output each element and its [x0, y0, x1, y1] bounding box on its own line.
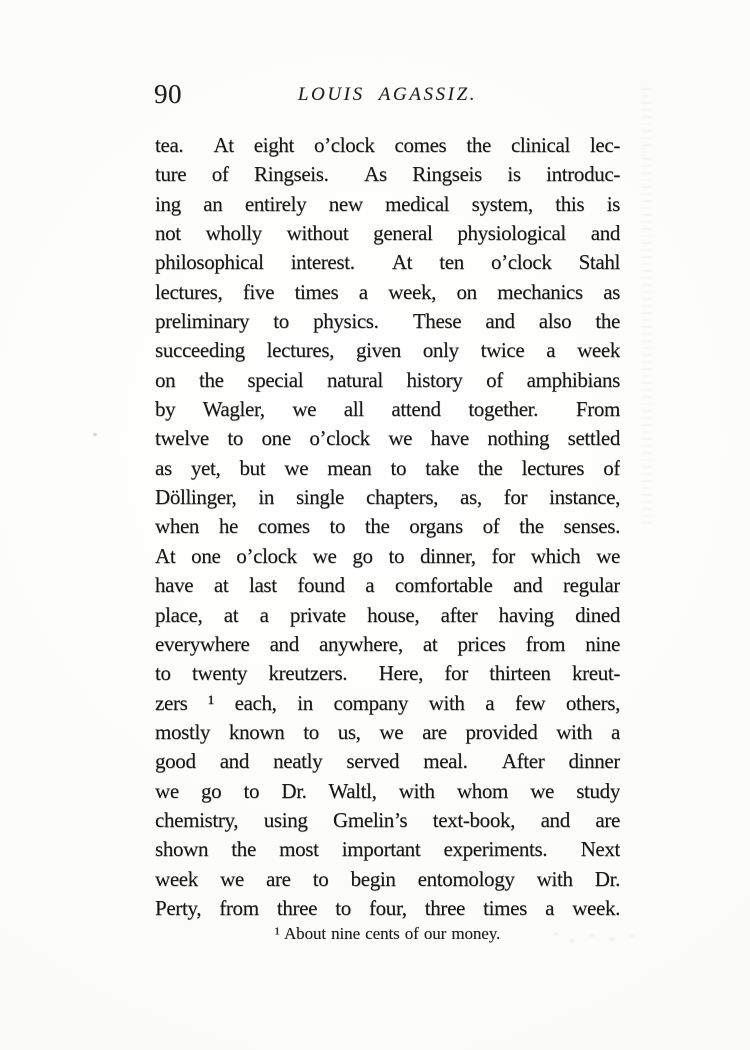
- text-line: succeeding lectures, given only twice a week: [155, 338, 620, 363]
- text-line: zers ¹ each, in company with a few others,: [155, 690, 620, 715]
- text-line: At one o’clock we go to dinner, for which we: [155, 543, 620, 568]
- page-number: 90: [154, 79, 182, 109]
- text-line: Döllinger, in single chapters, as, for instance,: [155, 485, 620, 510]
- scan-speck-artifact: [93, 433, 97, 436]
- text-line: Perty, from three to four, three times a week.: [155, 895, 620, 920]
- ghost-bleedthrough-artifact: [546, 925, 646, 951]
- body-text-block: [155, 131, 620, 923]
- footnote: ¹ About nine cents of our money.: [274, 924, 501, 943]
- text-line: not wholly without general physiological and: [155, 221, 620, 246]
- text-line: by Wagler, we all attend together. From: [155, 397, 620, 422]
- text-line: we go to Dr. Waltl, with whom we study: [155, 778, 620, 803]
- running-head: LOUIS AGASSIZ.: [297, 84, 478, 105]
- text-line: as yet, but we mean to take the lectures of: [155, 455, 620, 480]
- text-line: ture of Ringseis. As Ringseis is introduc-: [155, 162, 620, 187]
- text-line: mostly known to us, we are provided with a: [155, 719, 620, 744]
- text-line: chemistry, using Gmelin’s text-book, and are: [155, 807, 620, 832]
- text-line: tea. At eight o’clock comes the clinical lec-: [155, 133, 620, 157]
- text-line: when he comes to the organs of the senses.: [155, 514, 620, 539]
- text-line: shown the most important experiments. Next: [155, 837, 620, 862]
- text-line: philosophical interest. At ten o’clock Stahl: [155, 250, 620, 275]
- text-line: have at last found a comfortable and regular: [155, 573, 620, 598]
- text-line: to twenty kreutzers. Here, for thirteen kreut-: [155, 661, 620, 686]
- scan-edge-artifact: [641, 88, 652, 528]
- text-line: twelve to one o’clock we have nothing settled: [155, 426, 620, 451]
- text-line: preliminary to physics. These and also the: [155, 309, 620, 334]
- text-line: lectures, five times a week, on mechanics as: [155, 279, 620, 304]
- text-line: place, at a private house, after having dined: [155, 602, 620, 627]
- text-line: week we are to begin entomology with Dr.: [155, 866, 620, 891]
- text-line: good and neatly served meal. After dinner: [155, 749, 620, 774]
- text-line: ing an entirely new medical system, this is: [155, 191, 620, 216]
- text-line: everywhere and anywhere, at prices from nine: [155, 631, 620, 656]
- text-line: on the special natural history of amphibians: [155, 367, 620, 392]
